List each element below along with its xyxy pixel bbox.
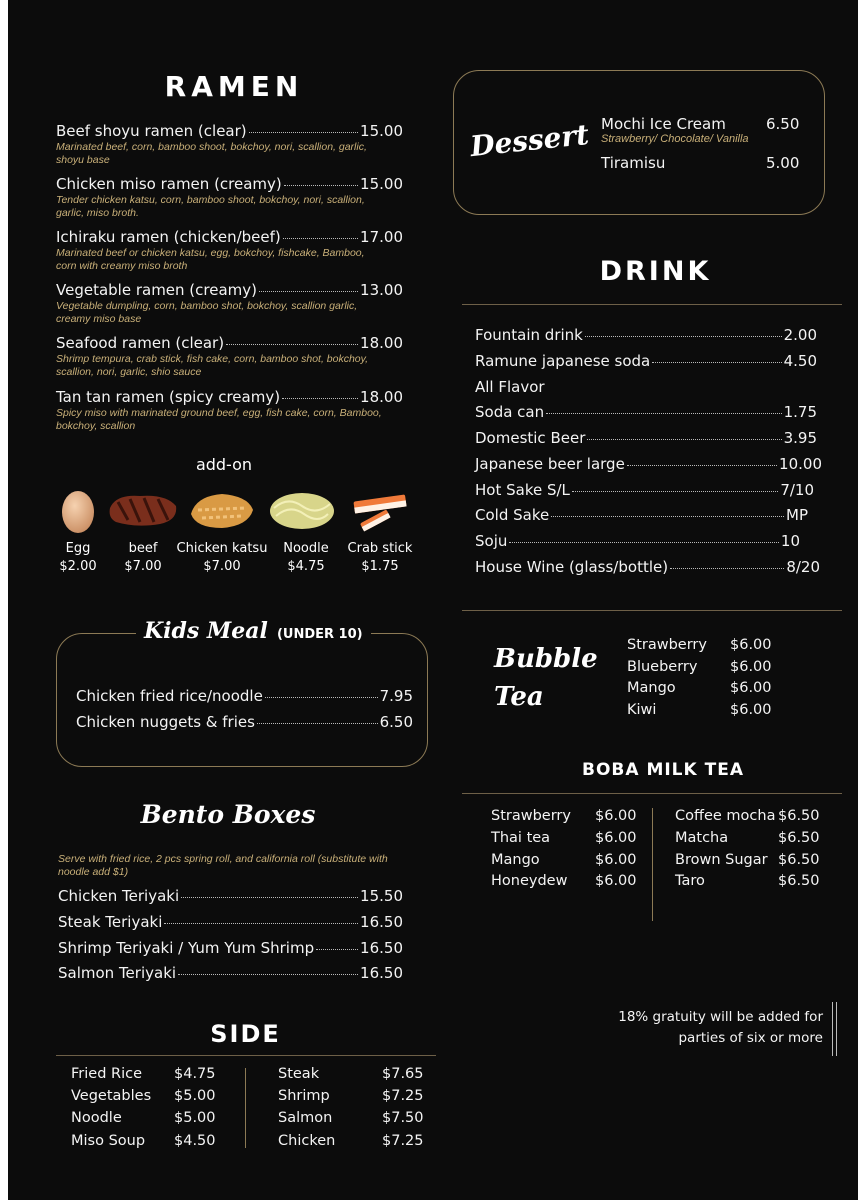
bento-item-name: Salmon Teriyaki bbox=[58, 964, 177, 982]
bubble-item-name: Kiwi bbox=[627, 702, 657, 718]
bento-item bbox=[58, 964, 403, 982]
side-item-name: Steak bbox=[278, 1066, 320, 1082]
addon-price: $7.00 bbox=[124, 559, 162, 574]
bento-item-name: Chicken Teriyaki bbox=[58, 887, 180, 905]
egg-icon bbox=[60, 488, 96, 534]
boba-item-price: $6.50 bbox=[778, 830, 820, 846]
addon-name: Noodle bbox=[283, 541, 329, 556]
addon-price: $4.75 bbox=[287, 559, 325, 574]
dessert-item-name: Tiramisu bbox=[601, 154, 666, 172]
drink-item bbox=[475, 455, 822, 473]
dot-leader bbox=[627, 465, 777, 466]
beef-icon bbox=[106, 490, 180, 530]
addon-item bbox=[342, 540, 418, 576]
dot-leader bbox=[249, 132, 358, 133]
ramen-item-name: Ichiraku ramen (chicken/beef) bbox=[56, 228, 281, 246]
bento-heading: Bento Boxes bbox=[140, 800, 316, 829]
dot-leader bbox=[178, 974, 358, 975]
drink-item bbox=[475, 352, 817, 370]
side-item-name: Fried Rice bbox=[71, 1066, 143, 1082]
kids-item bbox=[76, 713, 413, 731]
dessert-item-price: 5.00 bbox=[766, 154, 800, 172]
ramen-item-price: 13.00 bbox=[360, 281, 403, 299]
addon-heading: add-on bbox=[195, 455, 253, 474]
side-item-price: $7.50 bbox=[382, 1110, 424, 1126]
drink-item bbox=[475, 481, 814, 499]
drink-bottom-divider bbox=[462, 610, 842, 611]
addon-item bbox=[273, 540, 339, 576]
bento-item-price: 16.50 bbox=[360, 939, 403, 957]
chicken-katsu-icon bbox=[188, 490, 256, 532]
boba-item-name: Mango bbox=[491, 852, 540, 868]
bento-item bbox=[58, 913, 403, 931]
side-item-price: $5.00 bbox=[174, 1088, 216, 1104]
dot-leader bbox=[284, 185, 358, 186]
bento-item-price: 16.50 bbox=[360, 964, 403, 982]
kids-meal-subtitle: (UNDER 10) bbox=[276, 627, 363, 642]
drink-top-divider bbox=[462, 304, 842, 305]
ramen-item-price: 18.00 bbox=[360, 334, 403, 352]
ramen-item-desc: Marinated beef or chicken katsu, egg, bokchoy, fishcake, Bamboo, corn with creamy miso broth bbox=[56, 247, 365, 272]
ramen-item-desc: Vegetable dumpling, corn, bamboo shot, bokchoy, scallion garlic, creamy miso base bbox=[56, 300, 358, 325]
side-item-price: $7.25 bbox=[382, 1088, 424, 1104]
ramen-item-name: Beef shoyu ramen (clear) bbox=[56, 122, 247, 140]
boba-divider bbox=[462, 793, 842, 794]
ramen-item-desc: Marinated beef, corn, bamboo shoot, bokchoy, nori, scallion, garlic, shoyu base bbox=[56, 141, 367, 166]
drink-item-price: 3.95 bbox=[783, 429, 817, 447]
drink-item bbox=[475, 558, 820, 576]
ramen-item-desc: Shrimp tempura, crab stick, fish cake, corn, bamboo shot, bokchoy, scallion, nori, garlic, shio sauce bbox=[56, 353, 369, 378]
dot-leader bbox=[283, 238, 358, 239]
drink-item-name: All Flavor bbox=[475, 378, 545, 396]
ramen-item-price: 17.00 bbox=[360, 228, 403, 246]
boba-item-price: $6.00 bbox=[595, 852, 637, 868]
kids-item bbox=[76, 687, 413, 705]
drink-item-price: 2.00 bbox=[783, 326, 817, 344]
drink-item-name: Japanese beer large bbox=[475, 455, 625, 473]
dot-leader bbox=[265, 697, 378, 698]
drink-heading: DRINK bbox=[599, 256, 712, 287]
drink-item-price: 1.75 bbox=[783, 403, 817, 421]
boba-item-price: $6.00 bbox=[595, 808, 637, 824]
side-item-price: $7.65 bbox=[382, 1066, 424, 1082]
ramen-item bbox=[56, 281, 403, 299]
dot-leader bbox=[316, 949, 358, 950]
dot-leader bbox=[546, 413, 781, 414]
kids-meal-title-text: Kids Meal bbox=[144, 618, 268, 644]
dot-leader bbox=[164, 923, 358, 924]
dot-leader bbox=[551, 516, 784, 517]
side-item-price: $7.25 bbox=[382, 1133, 424, 1149]
dot-leader bbox=[226, 344, 358, 345]
drink-item-price: 8/20 bbox=[786, 558, 820, 576]
gratuity-note bbox=[583, 1007, 823, 1049]
addon-name: Crab stick bbox=[347, 541, 413, 556]
dot-leader bbox=[509, 542, 779, 543]
ramen-item-price: 15.00 bbox=[360, 122, 403, 140]
dot-leader bbox=[259, 291, 358, 292]
drink-item-name: Hot Sake S/L bbox=[475, 481, 570, 499]
bento-item-name: Shrimp Teriyaki / Yum Yum Shrimp bbox=[58, 939, 315, 957]
dessert-item-price: 6.50 bbox=[766, 115, 800, 133]
boba-item-name: Brown Sugar bbox=[675, 852, 768, 868]
bubble-item-price: $6.00 bbox=[730, 702, 772, 718]
bubble-tea-heading bbox=[494, 640, 598, 716]
bubble-tea-heading-line1: Bubble bbox=[494, 644, 598, 674]
dot-leader bbox=[572, 491, 778, 492]
bubble-item-price: $6.00 bbox=[730, 659, 772, 675]
boba-item-name: Matcha bbox=[675, 830, 729, 846]
boba-item-name: Taro bbox=[675, 873, 705, 889]
dessert-heading: Dessert bbox=[468, 117, 591, 164]
ramen-item-name: Seafood ramen (clear) bbox=[56, 334, 225, 352]
drink-item-name: Ramune japanese soda bbox=[475, 352, 651, 370]
bubble-item-name: Strawberry bbox=[627, 637, 707, 653]
side-item-name: Noodle bbox=[71, 1110, 122, 1126]
kids-item-name: Chicken fried rice/noodle bbox=[76, 687, 263, 705]
side-item-price: $4.75 bbox=[174, 1066, 216, 1082]
addon-name: Egg bbox=[65, 541, 91, 556]
drink-item bbox=[475, 403, 817, 421]
addon-item bbox=[113, 540, 173, 576]
boba-item-price: $6.50 bbox=[778, 808, 820, 824]
boba-item-name: Honeydew bbox=[491, 873, 568, 889]
bento-item bbox=[58, 887, 403, 905]
bento-item bbox=[58, 939, 403, 957]
boba-item-price: $6.50 bbox=[778, 852, 820, 868]
dot-leader bbox=[181, 897, 358, 898]
drink-item-name: Fountain drink bbox=[475, 326, 583, 344]
side-item-price: $4.50 bbox=[174, 1133, 216, 1149]
boba-column-divider bbox=[652, 808, 653, 921]
side-divider bbox=[56, 1055, 436, 1056]
drink-item-name: Domestic Beer bbox=[475, 429, 586, 447]
ramen-item bbox=[56, 228, 403, 246]
drink-item-price: 4.50 bbox=[783, 352, 817, 370]
side-item-name: Chicken bbox=[278, 1133, 336, 1149]
kids-item-price: 6.50 bbox=[379, 713, 413, 731]
crab-stick-icon bbox=[350, 490, 410, 534]
bento-item-price: 16.50 bbox=[360, 913, 403, 931]
addon-price: $7.00 bbox=[203, 559, 241, 574]
bubble-item-price: $6.00 bbox=[730, 637, 772, 653]
kids-item-price: 7.95 bbox=[379, 687, 413, 705]
addon-item bbox=[48, 540, 108, 576]
boba-item-name: Strawberry bbox=[491, 808, 571, 824]
ramen-item bbox=[56, 175, 403, 193]
ramen-item-price: 15.00 bbox=[360, 175, 403, 193]
bubble-tea-heading-line2: Tea bbox=[494, 682, 544, 712]
boba-item-price: $6.00 bbox=[595, 830, 637, 846]
side-item-name: Salmon bbox=[278, 1110, 333, 1126]
drink-item-price: 7/10 bbox=[780, 481, 814, 499]
dot-leader bbox=[670, 568, 784, 569]
dot-leader bbox=[257, 723, 378, 724]
bento-note: Serve with fried rice, 2 pcs spring roll, and california roll (substitute with noodle add $1) bbox=[58, 853, 388, 878]
ramen-item bbox=[56, 122, 403, 140]
boba-item-name: Coffee mocha bbox=[675, 808, 776, 824]
boba-item-name: Thai tea bbox=[491, 830, 551, 846]
ramen-item-price: 18.00 bbox=[360, 388, 403, 406]
addon-name: beef bbox=[128, 541, 158, 556]
bubble-item-price: $6.00 bbox=[730, 680, 772, 696]
drink-item-name: Soju bbox=[475, 532, 508, 550]
ramen-item-name: Vegetable ramen (creamy) bbox=[56, 281, 258, 299]
drink-item-name: House Wine (glass/bottle) bbox=[475, 558, 669, 576]
drink-item-name: Soda can bbox=[475, 403, 545, 421]
gratuity-line1: 18% gratuity will be added for bbox=[618, 1009, 823, 1025]
ramen-heading: RAMEN bbox=[164, 70, 304, 103]
dot-leader bbox=[652, 362, 781, 363]
drink-item-price: MP bbox=[786, 506, 808, 524]
drink-item-price: 10 bbox=[780, 532, 800, 550]
ramen-item-name: Chicken miso ramen (creamy) bbox=[56, 175, 282, 193]
boba-item-price: $6.00 bbox=[595, 873, 637, 889]
bento-item-name: Steak Teriyaki bbox=[58, 913, 163, 931]
dessert-item-name: Mochi Ice Cream bbox=[601, 115, 726, 133]
ramen-item bbox=[56, 334, 403, 352]
boba-milk-tea-heading: BOBA MILK TEA bbox=[582, 760, 744, 780]
kids-meal-title bbox=[136, 618, 371, 644]
ramen-item-desc: Tender chicken katsu, corn, bamboo shoot, bokchoy, nori, scallion, garlic, miso broth. bbox=[56, 194, 365, 219]
gratuity-bar bbox=[832, 1002, 833, 1056]
drink-item bbox=[475, 326, 817, 344]
side-item-name: Miso Soup bbox=[71, 1133, 146, 1149]
drink-item bbox=[475, 532, 800, 550]
noodle-icon bbox=[268, 490, 336, 532]
drink-item-price: 10.00 bbox=[779, 455, 822, 473]
menu-page bbox=[8, 0, 858, 1200]
gratuity-bar bbox=[836, 1002, 837, 1056]
side-item-name: Vegetables bbox=[71, 1088, 152, 1104]
addon-item bbox=[172, 540, 272, 576]
side-heading: SIDE bbox=[210, 1020, 281, 1048]
ramen-item-desc: Spicy miso with marinated ground beef, egg, fish cake, corn, Bamboo, bokchoy, scallion bbox=[56, 407, 382, 432]
side-item-name: Shrimp bbox=[278, 1088, 330, 1104]
addon-price: $2.00 bbox=[59, 559, 97, 574]
bubble-item-name: Blueberry bbox=[627, 659, 698, 675]
ramen-item-name: Tan tan ramen (spicy creamy) bbox=[56, 388, 281, 406]
drink-item-name: Cold Sake bbox=[475, 506, 550, 524]
addon-name: Chicken katsu bbox=[176, 541, 268, 556]
dot-leader bbox=[585, 336, 782, 337]
gratuity-line2: parties of six or more bbox=[678, 1030, 823, 1046]
drink-item bbox=[475, 429, 817, 447]
dot-leader bbox=[587, 439, 781, 440]
ramen-item bbox=[56, 388, 403, 406]
boba-item-price: $6.50 bbox=[778, 873, 820, 889]
addon-price: $1.75 bbox=[361, 559, 399, 574]
dot-leader bbox=[282, 398, 358, 399]
drink-item bbox=[475, 506, 808, 524]
side-column-divider bbox=[245, 1068, 246, 1148]
bubble-item-name: Mango bbox=[627, 680, 676, 696]
bento-item-price: 15.50 bbox=[360, 887, 403, 905]
dessert-item-desc: Strawberry/ Chocolate/ Vanilla bbox=[601, 133, 749, 145]
side-item-price: $5.00 bbox=[174, 1110, 216, 1126]
kids-item-name: Chicken nuggets & fries bbox=[76, 713, 255, 731]
